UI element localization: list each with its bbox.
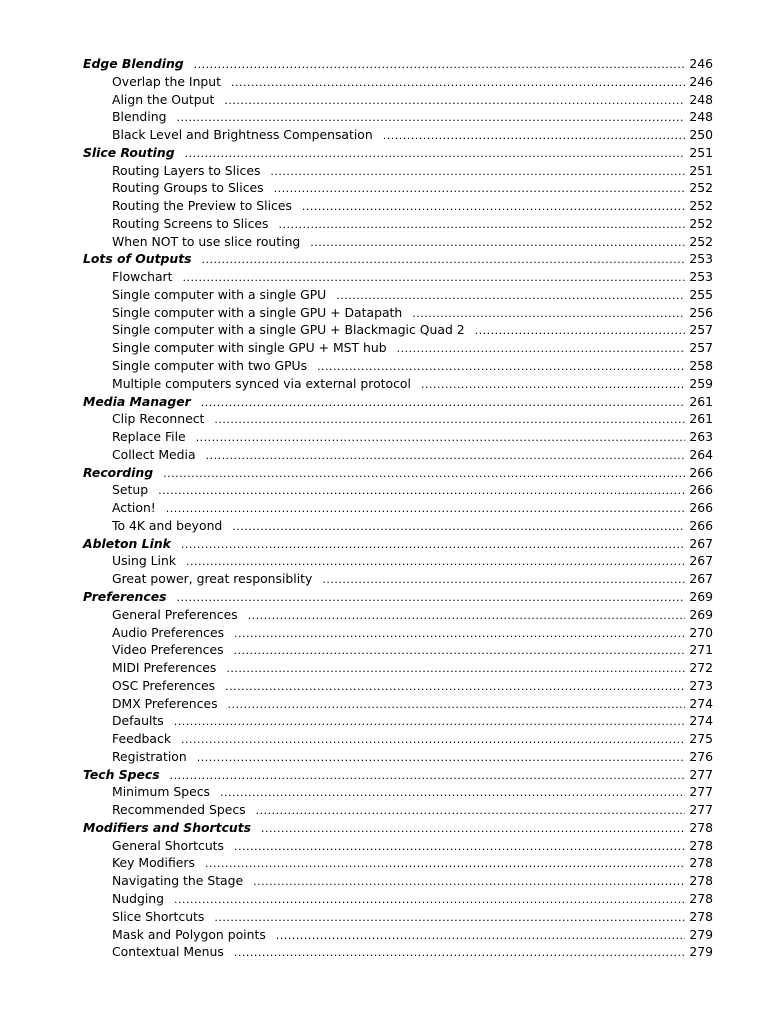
toc-entry-page-number: 252	[689, 233, 713, 249]
toc-entry-label: MIDI Preferences	[112, 660, 217, 676]
toc-entry-page-number: 277	[689, 802, 713, 818]
toc-entry-label: Single computer with a single GPU	[112, 286, 327, 302]
toc-subsection-entry[interactable]	[83, 499, 713, 517]
toc-entry-page-number: 279	[689, 944, 713, 960]
toc-subsection-entry[interactable]	[83, 446, 713, 464]
toc-entry-label: Lots of Outputs	[83, 251, 192, 267]
dot-leader	[176, 109, 685, 127]
toc-subsection-entry[interactable]	[83, 179, 713, 197]
dot-leader	[225, 678, 685, 696]
table-of-contents	[83, 55, 713, 961]
toc-entry-label: Recording	[83, 464, 154, 480]
toc-entry-page-number: 266	[689, 500, 713, 516]
toc-entry-label: Edge Blending	[83, 56, 184, 71]
toc-entry-label: Defaults	[112, 713, 164, 729]
toc-entry-label: Overlap the Input	[112, 73, 221, 89]
toc-subsection-entry[interactable]	[83, 606, 713, 624]
toc-entry-page-number: 269	[689, 588, 713, 604]
dot-leader	[224, 92, 685, 110]
dot-leader	[234, 642, 686, 660]
dot-leader	[174, 891, 685, 909]
dot-leader	[185, 145, 686, 163]
toc-entry-label: Ableton Link	[83, 535, 171, 551]
toc-entry-label: Clip Reconnect	[112, 411, 205, 427]
toc-entry-label: Routing Groups to Slices	[112, 180, 264, 196]
dot-leader	[176, 589, 685, 607]
toc-entry-page-number: 277	[689, 766, 713, 782]
toc-subsection-entry[interactable]	[83, 926, 713, 944]
toc-entry-label: Preferences	[83, 588, 167, 604]
dot-leader	[196, 429, 686, 447]
toc-entry-page-number: 248	[689, 91, 713, 107]
toc-subsection-entry[interactable]	[83, 321, 713, 339]
dot-leader	[310, 234, 685, 252]
toc-subsection-entry[interactable]	[83, 517, 713, 535]
toc-subsection-entry[interactable]	[83, 108, 713, 126]
toc-entry-page-number: 263	[689, 429, 713, 445]
toc-entry-page-number: 253	[689, 269, 713, 285]
toc-entry-label: General Preferences	[112, 606, 238, 622]
toc-entry-page-number: 278	[689, 873, 713, 889]
toc-entry-page-number: 270	[689, 624, 713, 640]
toc-entry-label: Setup	[112, 482, 149, 498]
dot-leader	[270, 163, 685, 181]
dot-leader	[202, 251, 686, 269]
toc-entry-label: Minimum Specs	[112, 784, 210, 800]
toc-subsection-entry[interactable]	[83, 712, 713, 730]
toc-subsection-entry[interactable]	[83, 659, 713, 677]
toc-entry-page-number: 271	[689, 642, 713, 658]
toc-entry-page-number: 278	[689, 890, 713, 906]
toc-entry-label: Contextual Menus	[112, 944, 224, 960]
toc-entry-label: When NOT to use slice routing	[112, 233, 301, 249]
toc-entry-page-number: 278	[689, 819, 713, 835]
dot-leader	[226, 660, 685, 678]
dot-leader	[194, 56, 686, 74]
toc-section-entry[interactable]	[83, 393, 713, 411]
dot-leader	[228, 696, 686, 714]
toc-section-entry[interactable]	[83, 819, 713, 837]
toc-subsection-entry[interactable]	[83, 908, 713, 926]
toc-subsection-entry[interactable]	[83, 695, 713, 713]
toc-entry-page-number: 246	[689, 56, 713, 71]
dot-leader	[317, 358, 685, 376]
toc-entry-page-number: 261	[689, 411, 713, 427]
toc-entry-label: Navigating the Stage	[112, 873, 244, 889]
dot-leader	[201, 394, 686, 412]
toc-section-entry[interactable]	[83, 766, 713, 784]
toc-entry-page-number: 250	[689, 127, 713, 143]
toc-entry-label: Mask and Polygon points	[112, 926, 266, 942]
toc-entry-page-number: 278	[689, 837, 713, 853]
dot-leader	[261, 820, 685, 838]
toc-entry-label: Key Modifiers	[112, 855, 195, 871]
toc-subsection-entry[interactable]	[83, 748, 713, 766]
toc-subsection-entry[interactable]	[83, 197, 713, 215]
toc-entry-label: Feedback	[112, 731, 172, 747]
toc-subsection-entry[interactable]	[83, 677, 713, 695]
toc-entry-page-number: 267	[689, 553, 713, 569]
toc-entry-label: Nudging	[112, 890, 165, 906]
toc-entry-label: Blending	[112, 109, 167, 125]
toc-entry-page-number: 277	[689, 784, 713, 800]
toc-entry-page-number: 273	[689, 677, 713, 693]
toc-entry-page-number: 274	[689, 713, 713, 729]
toc-entry-label: Single computer with a single GPU + Blackmagic Quad 2	[112, 322, 465, 338]
toc-subsection-entry[interactable]	[83, 304, 713, 322]
toc-entry-page-number: 252	[689, 180, 713, 196]
dot-leader	[206, 447, 686, 465]
toc-entry-page-number: 266	[689, 482, 713, 498]
toc-entry-page-number: 279	[689, 926, 713, 942]
toc-entry-label: Recommended Specs	[112, 802, 246, 818]
dot-leader	[214, 411, 685, 429]
toc-entry-page-number: 278	[689, 908, 713, 924]
toc-entry-label: Modifiers and Shortcuts	[83, 819, 252, 835]
dot-leader	[475, 322, 686, 340]
toc-entry-page-number: 252	[689, 215, 713, 231]
toc-entry-page-number: 259	[689, 375, 713, 391]
toc-subsection-entry[interactable]	[83, 73, 713, 91]
toc-subsection-entry[interactable]	[83, 215, 713, 233]
toc-entry-page-number: 275	[689, 731, 713, 747]
toc-entry-label: Align the Output	[112, 91, 215, 107]
toc-entry-page-number: 248	[689, 109, 713, 125]
toc-entry-page-number: 278	[689, 855, 713, 871]
dot-leader	[256, 802, 686, 820]
toc-section-entry[interactable]	[83, 464, 713, 482]
toc-subsection-entry[interactable]	[83, 410, 713, 428]
toc-entry-label: Single computer with single GPU + MST hub	[112, 340, 387, 356]
toc-entry-label: Flowchart	[112, 269, 173, 285]
toc-entry-label: Single computer with a single GPU + Datapath	[112, 304, 403, 320]
toc-entry-label: Routing Screens to Slices	[112, 215, 269, 231]
toc-entry-label: General Shortcuts	[112, 837, 224, 853]
dot-leader	[234, 944, 686, 962]
toc-entry-label: Single computer with two GPUs	[112, 358, 308, 374]
toc-entry-label: Tech Specs	[83, 766, 160, 782]
dot-leader	[181, 536, 685, 554]
toc-subsection-entry[interactable]	[83, 91, 713, 109]
toc-subsection-entry[interactable]	[83, 428, 713, 446]
toc-entry-page-number: 267	[689, 571, 713, 587]
dot-leader	[197, 749, 686, 767]
dot-leader	[421, 376, 685, 394]
toc-entry-label: Registration	[112, 748, 187, 764]
toc-subsection-entry[interactable]	[83, 730, 713, 748]
toc-entry-label: Black Level and Brightness Compensation	[112, 127, 373, 143]
dot-leader	[166, 500, 686, 518]
toc-entry-page-number: 256	[689, 304, 713, 320]
dot-leader	[397, 340, 686, 358]
dot-leader	[412, 305, 685, 323]
toc-section-entry[interactable]	[83, 55, 713, 73]
toc-entry-label: Video Preferences	[112, 642, 224, 658]
toc-section-entry[interactable]	[83, 588, 713, 606]
toc-subsection-entry[interactable]	[83, 854, 713, 872]
toc-entry-label: Multiple computers synced via external protocol	[112, 375, 411, 391]
dot-leader	[276, 927, 686, 945]
toc-section-entry[interactable]	[83, 535, 713, 553]
toc-entry-page-number: 253	[689, 251, 713, 267]
dot-leader	[231, 74, 685, 92]
dot-leader	[170, 767, 686, 785]
toc-subsection-entry[interactable]	[83, 481, 713, 499]
dot-leader	[234, 625, 685, 643]
toc-entry-label: Routing the Preview to Slices	[112, 198, 292, 214]
toc-entry-page-number: 246	[689, 73, 713, 89]
dot-leader	[214, 909, 685, 927]
toc-subsection-entry[interactable]	[83, 268, 713, 286]
toc-entry-label: Replace File	[112, 429, 186, 445]
toc-entry-label: Routing Layers to Slices	[112, 162, 261, 178]
toc-entry-page-number: 269	[689, 606, 713, 622]
toc-subsection-entry[interactable]	[83, 339, 713, 357]
toc-entry-label: Slice Shortcuts	[112, 908, 205, 924]
toc-subsection-entry[interactable]	[83, 570, 713, 588]
toc-entry-label: Great power, great responsiblity	[112, 571, 313, 587]
dot-leader	[232, 518, 685, 536]
toc-entry-page-number: 252	[689, 198, 713, 214]
toc-subsection-entry[interactable]	[83, 837, 713, 855]
dot-leader	[253, 873, 685, 891]
toc-entry-page-number: 272	[689, 660, 713, 676]
dot-leader	[322, 571, 685, 589]
dot-leader	[186, 553, 685, 571]
toc-entry-page-number: 255	[689, 286, 713, 302]
toc-entry-label: DMX Preferences	[112, 695, 218, 711]
dot-leader	[383, 127, 686, 145]
toc-entry-page-number: 264	[689, 446, 713, 462]
toc-subsection-entry[interactable]	[83, 126, 713, 144]
toc-subsection-entry[interactable]	[83, 890, 713, 908]
toc-subsection-entry[interactable]	[83, 783, 713, 801]
dot-leader	[205, 855, 685, 873]
dot-leader	[174, 713, 686, 731]
toc-subsection-entry[interactable]	[83, 162, 713, 180]
dot-leader	[181, 731, 685, 749]
toc-entry-page-number: 251	[689, 162, 713, 178]
toc-entry-label: Using Link	[112, 553, 176, 569]
toc-entry-label: Audio Preferences	[112, 624, 225, 640]
toc-subsection-entry[interactable]	[83, 872, 713, 890]
toc-entry-label: Slice Routing	[83, 144, 175, 160]
dot-leader	[274, 180, 686, 198]
toc-entry-label: To 4K and beyond	[112, 517, 223, 533]
toc-entry-page-number: 258	[689, 358, 713, 374]
dot-leader	[278, 216, 685, 234]
toc-entry-label: Media Manager	[83, 393, 191, 409]
dot-leader	[220, 784, 685, 802]
toc-subsection-entry[interactable]	[83, 552, 713, 570]
toc-entry-page-number: 276	[689, 748, 713, 764]
toc-entry-page-number: 266	[689, 464, 713, 480]
dot-leader	[158, 482, 685, 500]
toc-entry-page-number: 267	[689, 535, 713, 551]
toc-subsection-entry[interactable]	[83, 624, 713, 642]
toc-entry-page-number: 251	[689, 144, 713, 160]
toc-subsection-entry[interactable]	[83, 357, 713, 375]
toc-entry-label: Action!	[112, 500, 156, 516]
toc-subsection-entry[interactable]	[83, 801, 713, 819]
dot-leader	[302, 198, 685, 216]
toc-subsection-entry[interactable]	[83, 233, 713, 251]
toc-section-entry[interactable]	[83, 250, 713, 268]
toc-section-entry[interactable]	[83, 144, 713, 162]
toc-entry-label: Collect Media	[112, 446, 196, 462]
dot-leader	[234, 838, 685, 856]
toc-entry-page-number: 266	[689, 517, 713, 533]
toc-subsection-entry[interactable]	[83, 375, 713, 393]
toc-subsection-entry[interactable]	[83, 641, 713, 659]
dot-leader	[163, 465, 685, 483]
toc-subsection-entry[interactable]	[83, 286, 713, 304]
toc-entry-label: OSC Preferences	[112, 677, 216, 693]
toc-entry-page-number: 274	[689, 695, 713, 711]
dot-leader	[336, 287, 685, 305]
dot-leader	[248, 607, 686, 625]
dot-leader	[183, 269, 686, 287]
toc-entry-page-number: 261	[689, 393, 713, 409]
toc-entry-page-number: 257	[689, 340, 713, 356]
toc-subsection-entry[interactable]	[83, 943, 713, 961]
toc-entry-page-number: 257	[689, 322, 713, 338]
